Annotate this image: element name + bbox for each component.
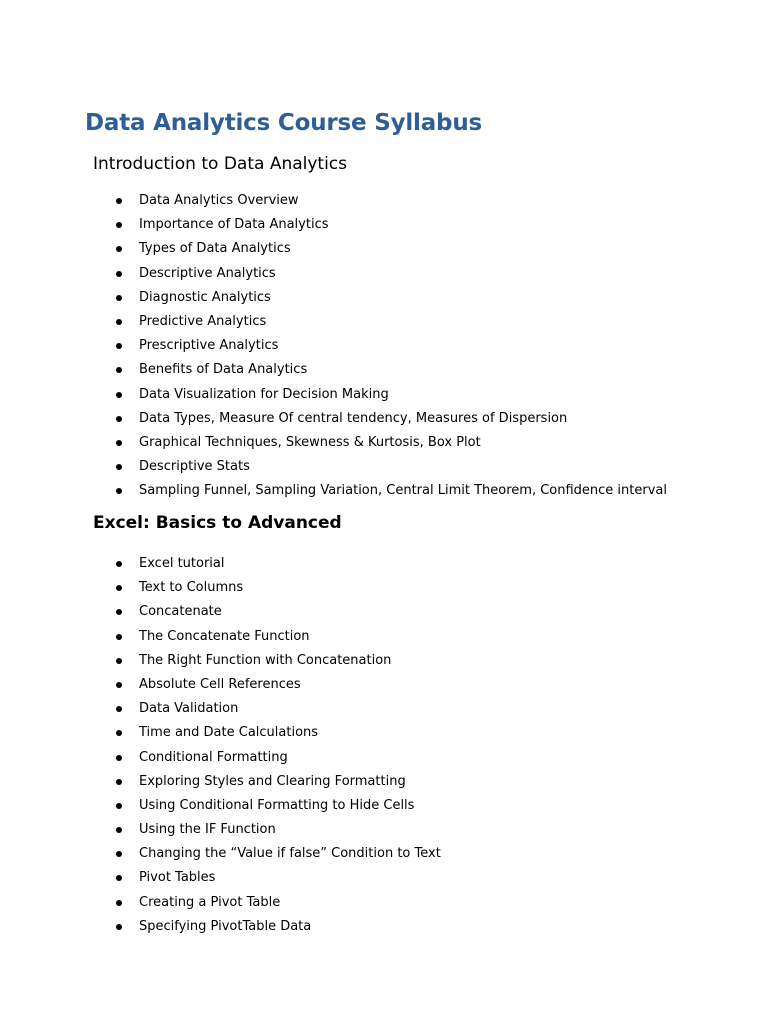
list-item-text: The Right Function with Concatenation xyxy=(139,652,392,668)
list-item-text: Importance of Data Analytics xyxy=(139,217,329,233)
bullet-icon xyxy=(116,827,122,833)
list-item-text: Changing the “Value if false” Condition to Text xyxy=(139,846,441,862)
list-item-text: Using Conditional Formatting to Hide Cells xyxy=(139,797,415,813)
bullet-icon xyxy=(116,658,122,664)
list-item-text: Time and Date Calculations xyxy=(139,725,319,741)
bullet-icon xyxy=(116,488,122,494)
list-item-text: Prescriptive Analytics xyxy=(139,338,279,354)
bullet-icon xyxy=(116,343,122,349)
bullet-icon xyxy=(116,851,122,857)
bullet-icon xyxy=(116,416,122,422)
list-item-text: Creating a Pivot Table xyxy=(139,894,281,910)
list-item-text: Using the IF Function xyxy=(139,822,276,838)
list-item-text: Conditional Formatting xyxy=(139,749,288,765)
bullet-icon xyxy=(116,634,122,640)
bullet-icon xyxy=(116,464,122,470)
bullet-icon xyxy=(116,392,122,398)
list-item-text: Data Analytics Overview xyxy=(139,193,299,208)
list-item-text: Text to Columns xyxy=(139,580,244,596)
bullet-icon xyxy=(116,706,122,712)
list-item-text: Sampling Funnel, Sampling Variation, Central Limit Theorem, Confidence interval xyxy=(139,483,667,499)
bullet-icon xyxy=(116,585,122,591)
list-item-text: Exploring Styles and Clearing Formatting xyxy=(139,773,406,789)
bullet-icon xyxy=(116,246,122,252)
section-heading-introduction: Introduction to Data Analytics xyxy=(93,154,348,174)
list-item-text: Excel tutorial xyxy=(139,556,225,571)
bullet-icon xyxy=(116,682,122,688)
list-item-text: Benefits of Data Analytics xyxy=(139,362,308,378)
bullet-icon xyxy=(116,924,122,930)
bullet-icon xyxy=(116,561,122,567)
bullet-icon xyxy=(116,319,122,325)
bullet-icon xyxy=(116,440,122,446)
list-item-text: Specifying PivotTable Data xyxy=(139,918,312,934)
bullet-icon xyxy=(116,755,122,761)
bullet-icon xyxy=(116,222,122,228)
bullet-icon xyxy=(116,295,122,301)
document-title: Data Analytics Course Syllabus xyxy=(85,110,482,136)
list-item-text: Data Visualization for Decision Making xyxy=(139,386,389,402)
bullet-icon xyxy=(116,609,122,615)
list-item-text: Descriptive Stats xyxy=(139,459,250,475)
list-item-text: Pivot Tables xyxy=(139,870,216,886)
list-item-text: Data Types, Measure Of central tendency, Measures of Dispersion xyxy=(139,410,568,426)
list-item-text: Absolute Cell References xyxy=(139,676,301,692)
bullet-icon xyxy=(116,900,122,906)
list-item-text: Descriptive Analytics xyxy=(139,265,276,281)
section-heading-excel: Excel: Basics to Advanced xyxy=(93,513,342,533)
bullet-icon xyxy=(116,803,122,809)
list-item-text: Data Validation xyxy=(139,701,239,717)
list-item-text: Types of Data Analytics xyxy=(139,241,291,257)
list-item-text: The Concatenate Function xyxy=(139,628,310,644)
bullet-icon xyxy=(116,367,122,373)
bullet-icon xyxy=(116,730,122,736)
list-item-text: Predictive Analytics xyxy=(139,313,267,329)
list-item-text: Concatenate xyxy=(139,604,222,620)
bullet-icon xyxy=(116,875,122,881)
bullet-icon xyxy=(116,271,122,277)
bullet-icon xyxy=(116,198,122,204)
list-item-text: Graphical Techniques, Skewness & Kurtosis, Box Plot xyxy=(139,434,481,450)
bullet-icon xyxy=(116,779,122,785)
list-item-text: Diagnostic Analytics xyxy=(139,289,271,305)
